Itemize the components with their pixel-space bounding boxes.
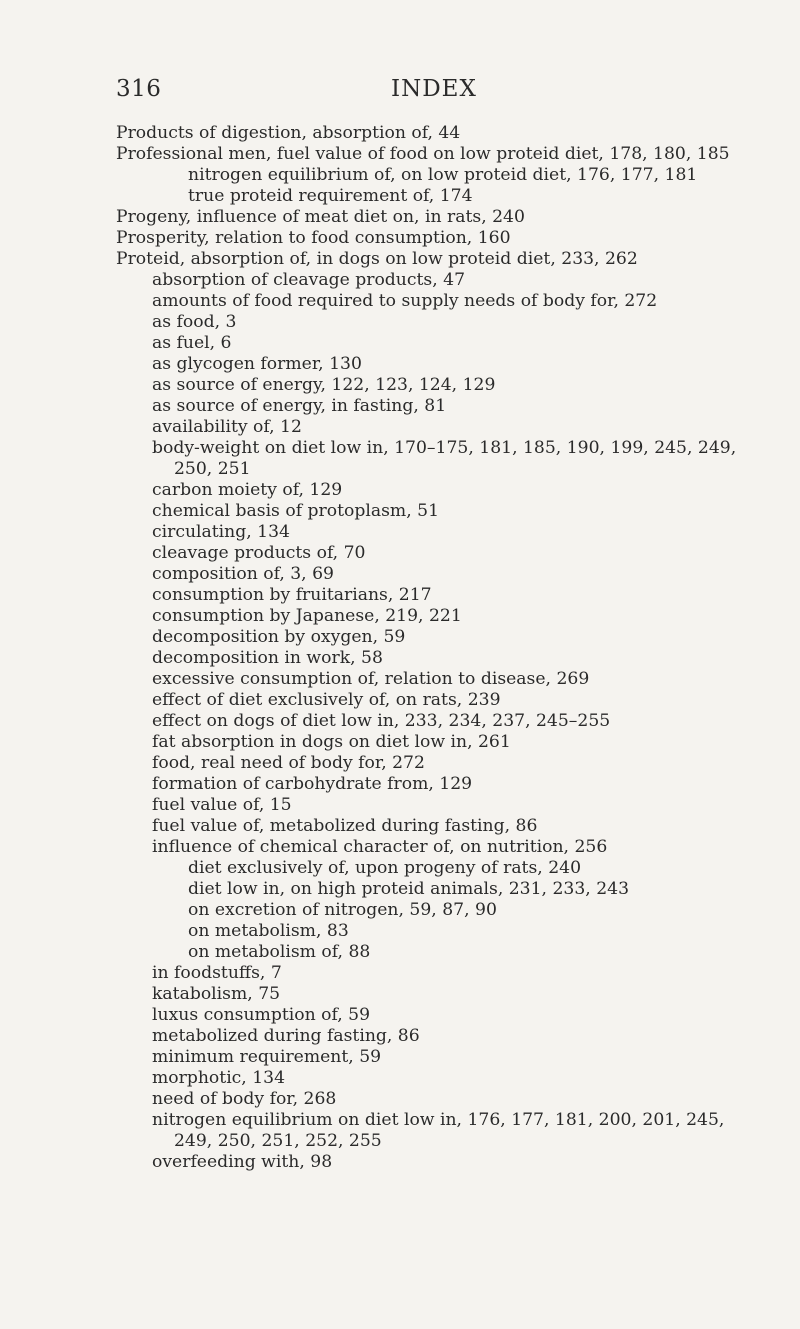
index-subentry (116, 1089, 716, 1110)
entry-text: fuel value of, metabolized during fasting, 86 (152, 816, 538, 836)
entry-text: on metabolism of, 88 (188, 942, 371, 962)
entry-text: as food, 3 (152, 312, 237, 332)
index-subentry (116, 858, 716, 879)
index-subentry (116, 312, 716, 333)
index-subentry (116, 816, 716, 837)
index-subentry (116, 165, 716, 186)
index-subentry (116, 606, 716, 627)
index-subentry (116, 438, 737, 480)
index-subentry (116, 732, 716, 753)
index-subentry (116, 774, 716, 795)
entry-text: nitrogen equilibrium on diet low in, 176, 177, 181, 200, 201, 245, (152, 1110, 725, 1130)
index-subentry (116, 396, 716, 417)
entry-text: formation of carbohydrate from, 129 (152, 774, 473, 794)
entry-text: decomposition in work, 58 (152, 648, 383, 668)
entry-text: effect of diet exclusively of, on rats, 239 (152, 690, 501, 710)
index-subentry (116, 1110, 725, 1152)
entry-text: as source of energy, in fasting, 81 (152, 396, 447, 416)
entry-text: body-weight on diet low in, 170–175, 181, 185, 190, 199, 245, 249, (152, 438, 737, 458)
entry-text: decomposition by oxygen, 59 (152, 627, 406, 647)
index-subentry (116, 354, 716, 375)
index-subentry (116, 480, 716, 501)
entry-text: Products of digestion, absorption of, 44 (116, 123, 461, 143)
index-subentry (116, 417, 716, 438)
entry-text: Professional men, fuel value of food on low proteid diet, 178, 180, 185 (116, 144, 730, 164)
entry-text: Progeny, influence of meat diet on, in rats, 240 (116, 207, 525, 227)
entry-text: morphotic, 134 (152, 1068, 286, 1088)
entry-text: as fuel, 6 (152, 333, 232, 353)
index-subentry (116, 585, 716, 606)
index-entry (116, 249, 716, 270)
entry-text: amounts of food required to supply needs of body for, 272 (152, 291, 658, 311)
index-subentry (116, 1068, 716, 1089)
entry-text: metabolized during fasting, 86 (152, 1026, 420, 1046)
entry-text: true proteid requirement of, 174 (188, 186, 473, 206)
entry-continuation: 250, 251 (174, 459, 251, 479)
entry-text: chemical basis of protoplasm, 51 (152, 501, 440, 521)
index-subentry (116, 1026, 716, 1047)
index-subentry (116, 900, 716, 921)
entry-text: availability of, 12 (152, 417, 302, 437)
entry-text: luxus consumption of, 59 (152, 1005, 371, 1025)
entry-text: on metabolism, 83 (188, 921, 349, 941)
index-subentry (116, 690, 716, 711)
entry-text: food, real need of body for, 272 (152, 753, 425, 773)
index-subentry (116, 627, 716, 648)
entry-text: diet exclusively of, upon progeny of rats, 240 (188, 858, 582, 878)
entry-text: on excretion of nitrogen, 59, 87, 90 (188, 900, 497, 920)
index-entry (116, 228, 716, 249)
index-subentry (116, 501, 716, 522)
index-subentry (116, 753, 716, 774)
entry-text: as source of energy, 122, 123, 124, 129 (152, 375, 496, 395)
index-subentry (116, 648, 716, 669)
entry-text: overfeeding with, 98 (152, 1152, 333, 1172)
index-subentry (116, 333, 716, 354)
entry-text: influence of chemical character of, on nutrition, 256 (152, 837, 608, 857)
index-subentry (116, 1152, 716, 1173)
index-subentry (116, 963, 716, 984)
entry-text: effect on dogs of diet low in, 233, 234, 237, 245–255 (152, 711, 611, 731)
index-subentry (116, 921, 716, 942)
entry-text: composition of, 3, 69 (152, 564, 334, 584)
entry-continuation: 249, 250, 251, 252, 255 (174, 1131, 382, 1151)
entry-text: carbon moiety of, 129 (152, 480, 343, 500)
entry-text: as glycogen former, 130 (152, 354, 362, 374)
entry-text: katabolism, 75 (152, 984, 281, 1004)
index-entry (116, 123, 716, 144)
index-subentry (116, 942, 716, 963)
index-subentry (116, 564, 716, 585)
entry-text: nitrogen equilibrium of, on low proteid diet, 176, 177, 181 (188, 165, 698, 185)
entry-text: excessive consumption of, relation to disease, 269 (152, 669, 590, 689)
entry-text: absorption of cleavage products, 47 (152, 270, 466, 290)
entry-text: Proteid, absorption of, in dogs on low proteid diet, 233, 262 (116, 249, 638, 269)
entry-text: fuel value of, 15 (152, 795, 292, 815)
index-subentry (116, 1047, 716, 1068)
index-subentry (116, 375, 716, 396)
index-subentry (116, 186, 716, 207)
entry-text: diet low in, on high proteid animals, 231, 233, 243 (188, 879, 630, 899)
running-head-title: INDEX (391, 76, 477, 102)
entry-text: in foodstuffs, 7 (152, 963, 282, 983)
index-subentry (116, 837, 716, 858)
entry-text: need of body for, 268 (152, 1089, 337, 1109)
index-subentry (116, 291, 716, 312)
page-number: 316 (116, 76, 162, 102)
entry-text: Prosperity, relation to food consumption, 160 (116, 228, 511, 248)
index-entries-list (116, 123, 737, 1173)
entry-text: minimum requirement, 59 (152, 1047, 382, 1067)
index-subentry (116, 1005, 716, 1026)
index-subentry (116, 711, 716, 732)
entry-text: circulating, 134 (152, 522, 290, 542)
index-subentry (116, 795, 716, 816)
index-subentry (116, 984, 716, 1005)
index-subentry (116, 543, 716, 564)
page-header (116, 76, 691, 110)
entry-text: consumption by fruitarians, 217 (152, 585, 432, 605)
entry-text: consumption by Japanese, 219, 221 (152, 606, 462, 626)
index-subentry (116, 669, 716, 690)
index-subentry (116, 522, 716, 543)
index-entry (116, 207, 716, 228)
index-subentry (116, 270, 716, 291)
index-entry (116, 144, 730, 165)
index-subentry (116, 879, 716, 900)
entry-text: cleavage products of, 70 (152, 543, 366, 563)
entry-text: fat absorption in dogs on diet low in, 261 (152, 732, 511, 752)
